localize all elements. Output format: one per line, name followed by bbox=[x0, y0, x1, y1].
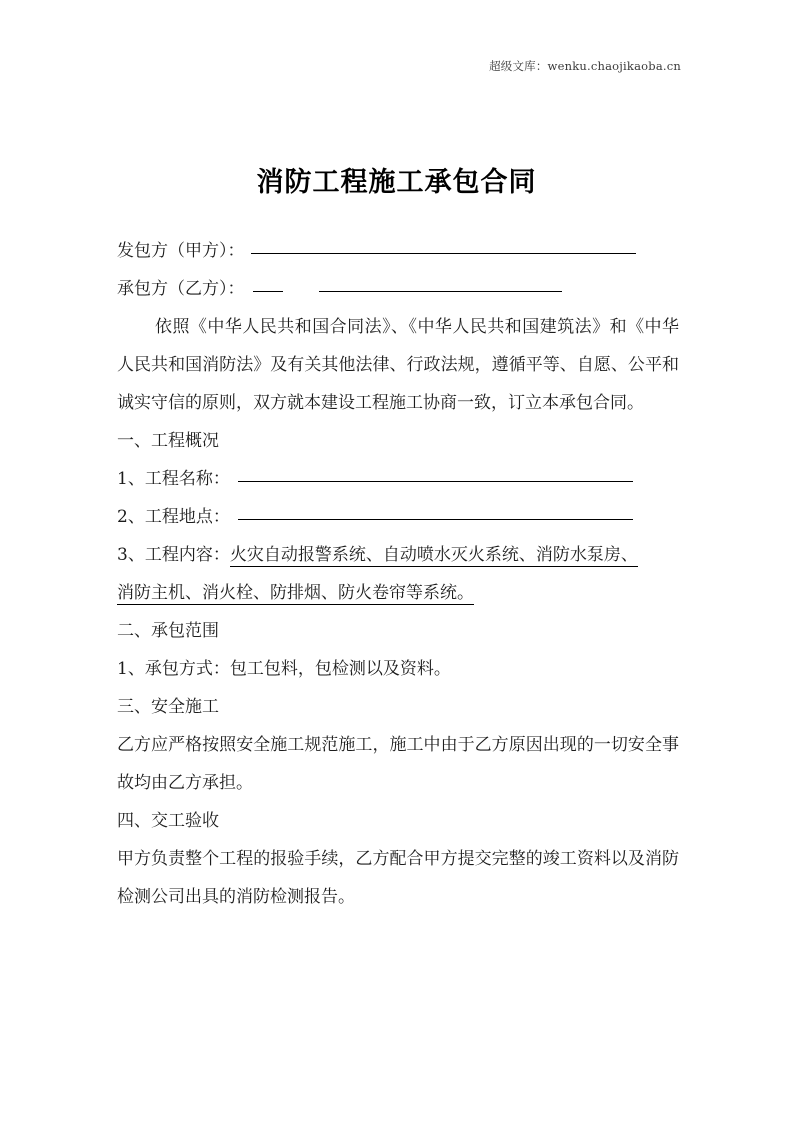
project-content-row bbox=[117, 536, 679, 612]
contract-method-row: 1、承包方式：包工包料，包检测以及资料。 bbox=[117, 659, 451, 679]
project-name-blank[interactable] bbox=[238, 467, 633, 482]
party-b-row bbox=[117, 270, 679, 308]
page-title: 消防工程施工承包合同 bbox=[256, 167, 537, 198]
document-body bbox=[117, 232, 679, 916]
project-name-label: 1、工程名称： bbox=[117, 469, 230, 489]
party-b-blank-prefix[interactable] bbox=[253, 277, 283, 292]
section-heading-4: 四、交工验收 bbox=[117, 811, 219, 831]
project-location-blank[interactable] bbox=[238, 505, 633, 520]
party-a-label: 发包方（甲方）： bbox=[117, 241, 245, 261]
section-heading-3: 三、安全施工 bbox=[117, 697, 219, 717]
safety-paragraph: 乙方应严格按照安全施工规范施工，施工中由于乙方原因出现的一切安全事故均由乙方承担。 bbox=[117, 735, 679, 793]
preamble-paragraph: 依照《中华人民共和国合同法》、《中华人民共和国建筑法》和《中华人民共和国消防法》及有关其他法律、行政法规，遵循平等、自愿、公平和诚实守信的原则，双方就本建设工程施工协商一致，订立本承包合同。 bbox=[117, 317, 679, 413]
project-content-value-line-1: 火灾自动报警系统、自动喷水灭火系统、消防水泵房、 bbox=[229, 545, 638, 565]
project-content-label: 3、工程内容： bbox=[117, 545, 230, 565]
project-content-value-line-2: 消防主机、消火栓、防排烟、防火卷帘等系统。 bbox=[117, 583, 474, 603]
project-location-row bbox=[117, 498, 679, 536]
party-b-label: 承包方（乙方）： bbox=[117, 279, 245, 299]
party-a-blank[interactable] bbox=[251, 239, 636, 254]
project-location-label: 2、工程地点： bbox=[117, 507, 230, 527]
acceptance-paragraph: 甲方负责整个工程的报验手续，乙方配合甲方提交完整的竣工资料以及消防检测公司出具的消防检测报告。 bbox=[117, 849, 679, 907]
project-name-row bbox=[117, 460, 679, 498]
header-watermark: 超级文库：wenku.chaojikaoba.cn bbox=[489, 59, 681, 73]
party-b-blank[interactable] bbox=[319, 277, 562, 292]
section-heading-2: 二、承包范围 bbox=[117, 621, 219, 641]
section-heading-1: 一、工程概况 bbox=[117, 431, 219, 451]
party-a-row bbox=[117, 232, 679, 270]
